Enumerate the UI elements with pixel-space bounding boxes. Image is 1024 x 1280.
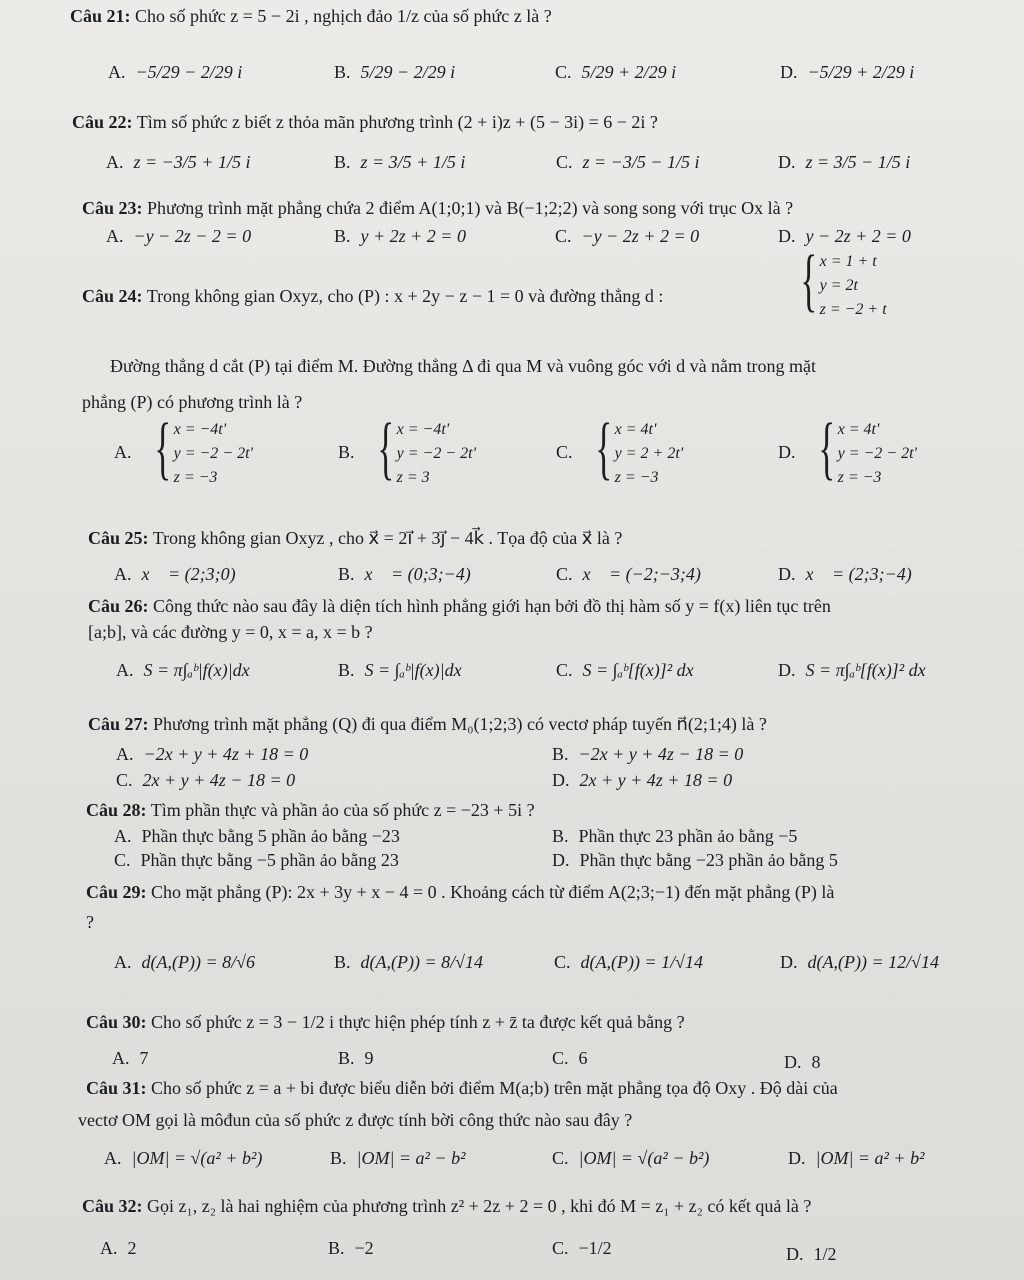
question-label: Câu 27:	[88, 714, 149, 734]
question-32	[82, 1196, 811, 1217]
question-text: Gọi z₁, z₂ là hai nghiệm của phương trình z² + 2z + 2 = 0 , khi đó M = z₁ + z₂ có kết quả là ?	[147, 1196, 812, 1216]
q26-option-d[interactable]: D. S = π∫ₐᵇ[f(x)]² dx	[778, 660, 926, 680]
line-d-row-x: x = 1 + t	[819, 253, 877, 270]
question-22	[72, 112, 658, 133]
question-label: Câu 21:	[70, 6, 131, 26]
question-label: Câu 23:	[82, 198, 143, 218]
q26-option-c[interactable]: C. S = ∫ₐᵇ[f(x)]² dx	[556, 660, 694, 680]
q25-option-d[interactable]: D. x⃗ = (2;3;−4)	[778, 564, 912, 584]
question-text: Phương trình mặt phẳng chứa 2 điểm A(1;0;1) và B(−1;2;2) và song song với trục Ox là ?	[147, 198, 794, 218]
q27-option-d[interactable]: D. 2x + y + 4z + 18 = 0	[552, 770, 733, 790]
question-label: Câu 30:	[86, 1012, 147, 1032]
q31-option-c[interactable]: C. |OM| = √(a² − b²)	[552, 1148, 710, 1168]
q22-option-d[interactable]: D. z = 3/5 − 1/5 i	[778, 152, 911, 172]
question-text: Cho số phức z = a + bi được biểu diễn bởi điểm M(a;b) trên mặt phẳng tọa độ Oxy . Độ dài của	[151, 1078, 838, 1098]
question-label: Câu 31:	[86, 1078, 147, 1098]
question-24	[82, 286, 663, 307]
question-label: Câu 28:	[86, 800, 147, 820]
question-text: Công thức nào sau đây là diện tích hình phẳng giới hạn bởi đồ thị hàm số y = f(x) liên tục trên	[153, 596, 831, 616]
q21-option-c[interactable]: C. 5/29 + 2/29 i	[555, 62, 677, 82]
q26-option-b[interactable]: B. S = ∫ₐᵇ|f(x)|dx	[338, 660, 462, 680]
question-text: Trong không gian Oxyz , cho x⃗ = 2i⃗ + 3j⃗ − 4k⃗ . Tọa độ của x⃗ là ?	[152, 528, 623, 548]
question-23	[82, 198, 793, 219]
q30-option-b[interactable]: B. 9	[338, 1048, 374, 1068]
q23-option-a[interactable]: A. −y − 2z − 2 = 0	[106, 226, 252, 246]
question-text: Tìm phần thực và phần ảo của số phức z = −23 + 5i ?	[150, 800, 535, 820]
q24-option-c[interactable]: C. { x = 4t' y = 2 + 2t' z = −3	[556, 410, 684, 487]
q27-option-a[interactable]: A. −2x + y + 4z + 18 = 0	[116, 744, 309, 764]
q31-option-a[interactable]: A. |OM| = √(a² + b²)	[104, 1148, 263, 1168]
q28-option-c[interactable]: C. Phần thực bằng −5 phần ảo bằng 23	[114, 850, 399, 870]
question-text: Cho số phức z = 5 − 2i , nghịch đảo 1/z của số phức z là ?	[135, 6, 552, 26]
q28-option-b[interactable]: B. Phần thực 23 phần ảo bằng −5	[552, 826, 798, 846]
question-label: Câu 26:	[88, 596, 149, 616]
q31-option-d[interactable]: D. |OM| = a² + b²	[788, 1148, 925, 1168]
q24-option-a[interactable]: A. { x = −4t' y = −2 − 2t' z = −3	[114, 410, 253, 487]
q32-option-b[interactable]: B. −2	[328, 1238, 374, 1258]
question-30	[86, 1012, 685, 1033]
q29-option-d[interactable]: D. d(A,(P)) = 12/√14	[780, 952, 939, 972]
q30-option-c[interactable]: C. 6	[552, 1048, 588, 1068]
q25-option-a[interactable]: A. x⃗ = (2;3;0)	[114, 564, 236, 584]
q32-option-a[interactable]: A. 2	[100, 1238, 137, 1258]
q21-option-d[interactable]: D. −5/29 + 2/29 i	[780, 62, 915, 82]
q29-option-c[interactable]: C. d(A,(P)) = 1/√14	[554, 952, 704, 972]
question-24-line3: phẳng (P) có phương trình là ?	[82, 392, 303, 412]
q29-option-a[interactable]: A. d(A,(P)) = 8/√6	[114, 952, 255, 972]
question-label: Câu 22:	[72, 112, 133, 132]
question-text: Cho số phức z = 3 − 1/2 i thực hiện phép tính z + z̄ ta được kết quả bằng ?	[151, 1012, 685, 1032]
question-label: Câu 24:	[82, 286, 143, 306]
q25-option-b[interactable]: B. x⃗ = (0;3;−4)	[338, 564, 471, 584]
q28-option-a[interactable]: A. Phần thực bằng 5 phần ảo bằng −23	[114, 826, 400, 846]
q28-option-d[interactable]: D. Phần thực bằng −23 phần ảo bằng 5	[552, 850, 838, 870]
q22-option-a[interactable]: A. z = −3/5 + 1/5 i	[106, 152, 251, 172]
q23-option-b[interactable]: B. y + 2z + 2 = 0	[334, 226, 466, 246]
question-29	[86, 882, 834, 903]
question-label: Câu 29:	[86, 882, 147, 902]
q32-option-c[interactable]: C. −1/2	[552, 1238, 612, 1258]
question-label: Câu 25:	[88, 528, 149, 548]
q24-option-b[interactable]: B. { x = −4t' y = −2 − 2t' z = 3	[338, 410, 476, 487]
question-27	[88, 714, 767, 735]
line-d-system: { x = 1 + t y = 2t z = −2 + t	[792, 250, 887, 322]
q23-option-c[interactable]: C. −y − 2z + 2 = 0	[555, 226, 700, 246]
question-text: Trong không gian Oxyz, cho (P) : x + 2y − z − 1 = 0 và đường thẳng d :	[146, 286, 664, 306]
q24-option-d[interactable]: D. { x = 4t' y = −2 − 2t' z = −3	[778, 410, 917, 487]
question-26	[88, 596, 831, 617]
question-24-line2: Đường thẳng d cắt (P) tại điểm M. Đường thẳng Δ đi qua M và vuông góc với d và nằm trong mặt	[110, 356, 817, 376]
question-31	[86, 1078, 838, 1099]
question-28	[86, 800, 535, 821]
q29-option-b[interactable]: B. d(A,(P)) = 8/√14	[334, 952, 484, 972]
line-d-row-z: z = −2 + t	[819, 301, 887, 318]
q27-option-b[interactable]: B. −2x + y + 4z − 18 = 0	[552, 744, 744, 764]
q22-option-b[interactable]: B. z = 3/5 + 1/5 i	[334, 152, 466, 172]
question-25	[88, 528, 622, 549]
question-text: Tìm số phức z biết z thỏa mãn phương trình (2 + i)z + (5 − 3i) = 6 − 2i ?	[136, 112, 658, 132]
question-label: Câu 32:	[82, 1196, 143, 1216]
question-26-line2: [a;b], và các đường y = 0, x = a, x = b ?	[88, 622, 373, 642]
q27-option-c[interactable]: C. 2x + y + 4z − 18 = 0	[116, 770, 296, 790]
question-29-line2: ?	[86, 912, 94, 932]
q21-option-b[interactable]: B. 5/29 − 2/29 i	[334, 62, 456, 82]
q30-option-d[interactable]: D. 8	[784, 1052, 821, 1072]
q31-option-b[interactable]: B. |OM| = a² − b²	[330, 1148, 466, 1168]
q25-option-c[interactable]: C. x⃗ = (−2;−3;4)	[556, 564, 701, 584]
q21-option-a[interactable]: A. −5/29 − 2/29 i	[108, 62, 243, 82]
question-31-line2: vectơ OM gọi là môđun của số phức z được tính bời công thức nào sau đây ?	[78, 1110, 633, 1130]
question-text: Cho mặt phẳng (P): 2x + 3y + x − 4 = 0 . Khoảng cách từ điểm A(2;3;−1) đến mặt phẳng (P) là	[151, 882, 835, 902]
question-21	[70, 6, 552, 27]
q23-option-d[interactable]: D. y − 2z + 2 = 0	[778, 226, 911, 246]
question-text: Phương trình mặt phẳng (Q) đi qua điểm M₀(1;2;3) có vectơ pháp tuyến n⃗(2;1;4) là ?	[153, 714, 767, 734]
line-d-row-y: y = 2t	[819, 277, 858, 294]
q22-option-c[interactable]: C. z = −3/5 − 1/5 i	[556, 152, 700, 172]
q32-option-d[interactable]: D. 1/2	[786, 1244, 837, 1264]
q30-option-a[interactable]: A. 7	[112, 1048, 149, 1068]
q26-option-a[interactable]: A. S = π∫ₐᵇ|f(x)|dx	[116, 660, 250, 680]
